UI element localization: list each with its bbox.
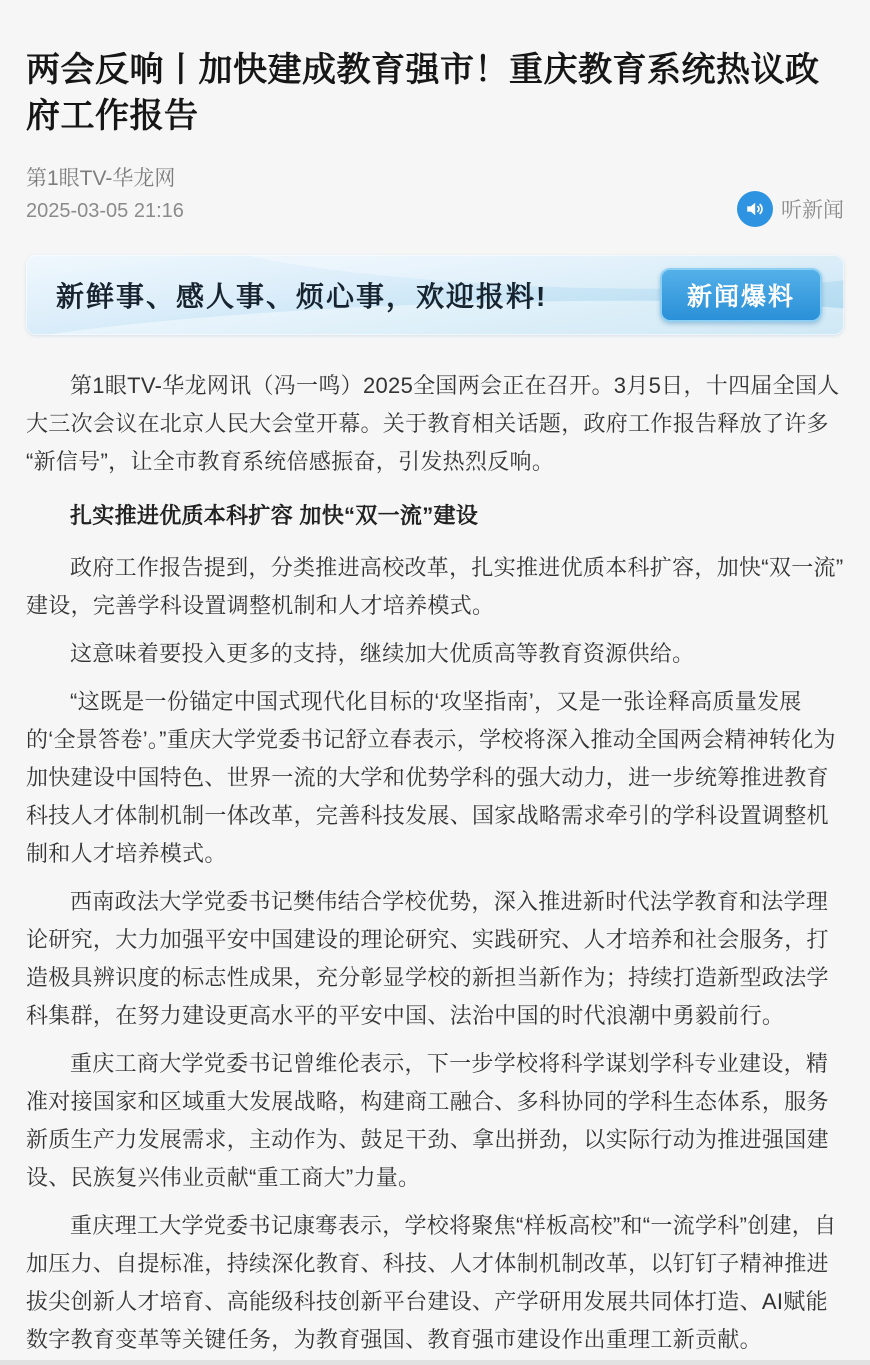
article-paragraph: 重庆理工大学党委书记康骞表示，学校将聚焦“样板高校”和“一流学科”创建，自加压力、自提标准，持续深化教育、科技、人才体制机制改革，以钉钉子精神推进拔尖创新人才培育、高能级科技创新平台建设、产学研用发展共同体打造、AI赋能数字教育变革等关键任务，为教育强国、教育强市建设作出重理工新贡献。 xyxy=(26,1212,837,1352)
article-paragraph: 西南政法大学党委书记樊伟结合学校优势，深入推进新时代法学教育和法学理论研究，大力加强平安中国建设的理论研究、实践研究、人才培养和社会服务，打造极具辨识度的标志性成果，充分彰显学校的新担当新作为；持续打造新型政法学科集群，在努力建设更高水平的平安中国、法治中国的时代浪潮中勇毅前行。 xyxy=(26,888,829,1028)
news-tip-slogan: 新鲜事、感人事、烦心事，欢迎报料! xyxy=(56,280,548,312)
article-paragraph: 政府工作报告提到，分类推进高校改革，扎实推进优质本科扩容，加快“双一流”建设，完善学科设置调整机制和人才培养模式。 xyxy=(26,554,844,618)
article-paragraph: 这意味着要投入更多的支持，继续加大优质高等教育资源供给。 xyxy=(70,640,695,666)
page-bottom-edge xyxy=(0,1360,870,1365)
listen-news-button[interactable] xyxy=(737,191,844,227)
article-source: 第1眼TV-华龙网 xyxy=(26,166,176,190)
article-body xyxy=(26,367,844,1359)
speaker-icon xyxy=(737,191,773,227)
article-subheading: 扎实推进优质本科扩容 加快“双一流”建设 xyxy=(70,502,479,528)
article-paragraph: 第1眼TV-华龙网讯（冯一鸣）2025全国两会正在召开。3月5日，十四届全国人大三次会议在北京人民大会堂开幕。关于教育相关话题，政府工作报告释放了许多“新信号”，让全市教育系统倍感振奋，引发热烈反响。 xyxy=(26,372,840,474)
news-tip-button[interactable]: 新闻爆料 xyxy=(660,268,822,322)
article-meta xyxy=(26,167,844,223)
article-paragraph: 重庆工商大学党委书记曾维伦表示，下一步学校将科学谋划学科专业建设，精准对接国家和区域重大发展战略，构建商工融合、多科协同的学科生态体系，服务新质生产力发展需求，主动作为、鼓足干劲、拿出拼劲，以实际行动为推进强国建设、民族复兴伟业贡献“重工商大”力量。 xyxy=(26,1050,829,1190)
news-tip-banner[interactable] xyxy=(26,255,844,335)
page-title: 两会反响丨加快建成教育强市！重庆教育系统热议政府工作报告 xyxy=(26,50,820,135)
article-datetime: 2025-03-05 21:16 xyxy=(26,199,184,222)
listen-news-label: 听新闻 xyxy=(781,198,844,222)
article-paragraph: “这既是一份锚定中国式现代化目标的‘攻坚指南’，又是一张诠释高质量发展的‘全景答卷’。”重庆大学党委书记舒立春表示，学校将深入推动全国两会精神转化为加快建设中国特色、世界一流的大学和优势学科的强大动力，进一步统筹推进教育科技人才体制机制一体改革，完善科技发展、国家战略需求牵引的学科设置调整机制和人才培养模式。 xyxy=(26,688,836,866)
article-page xyxy=(0,23,870,1359)
